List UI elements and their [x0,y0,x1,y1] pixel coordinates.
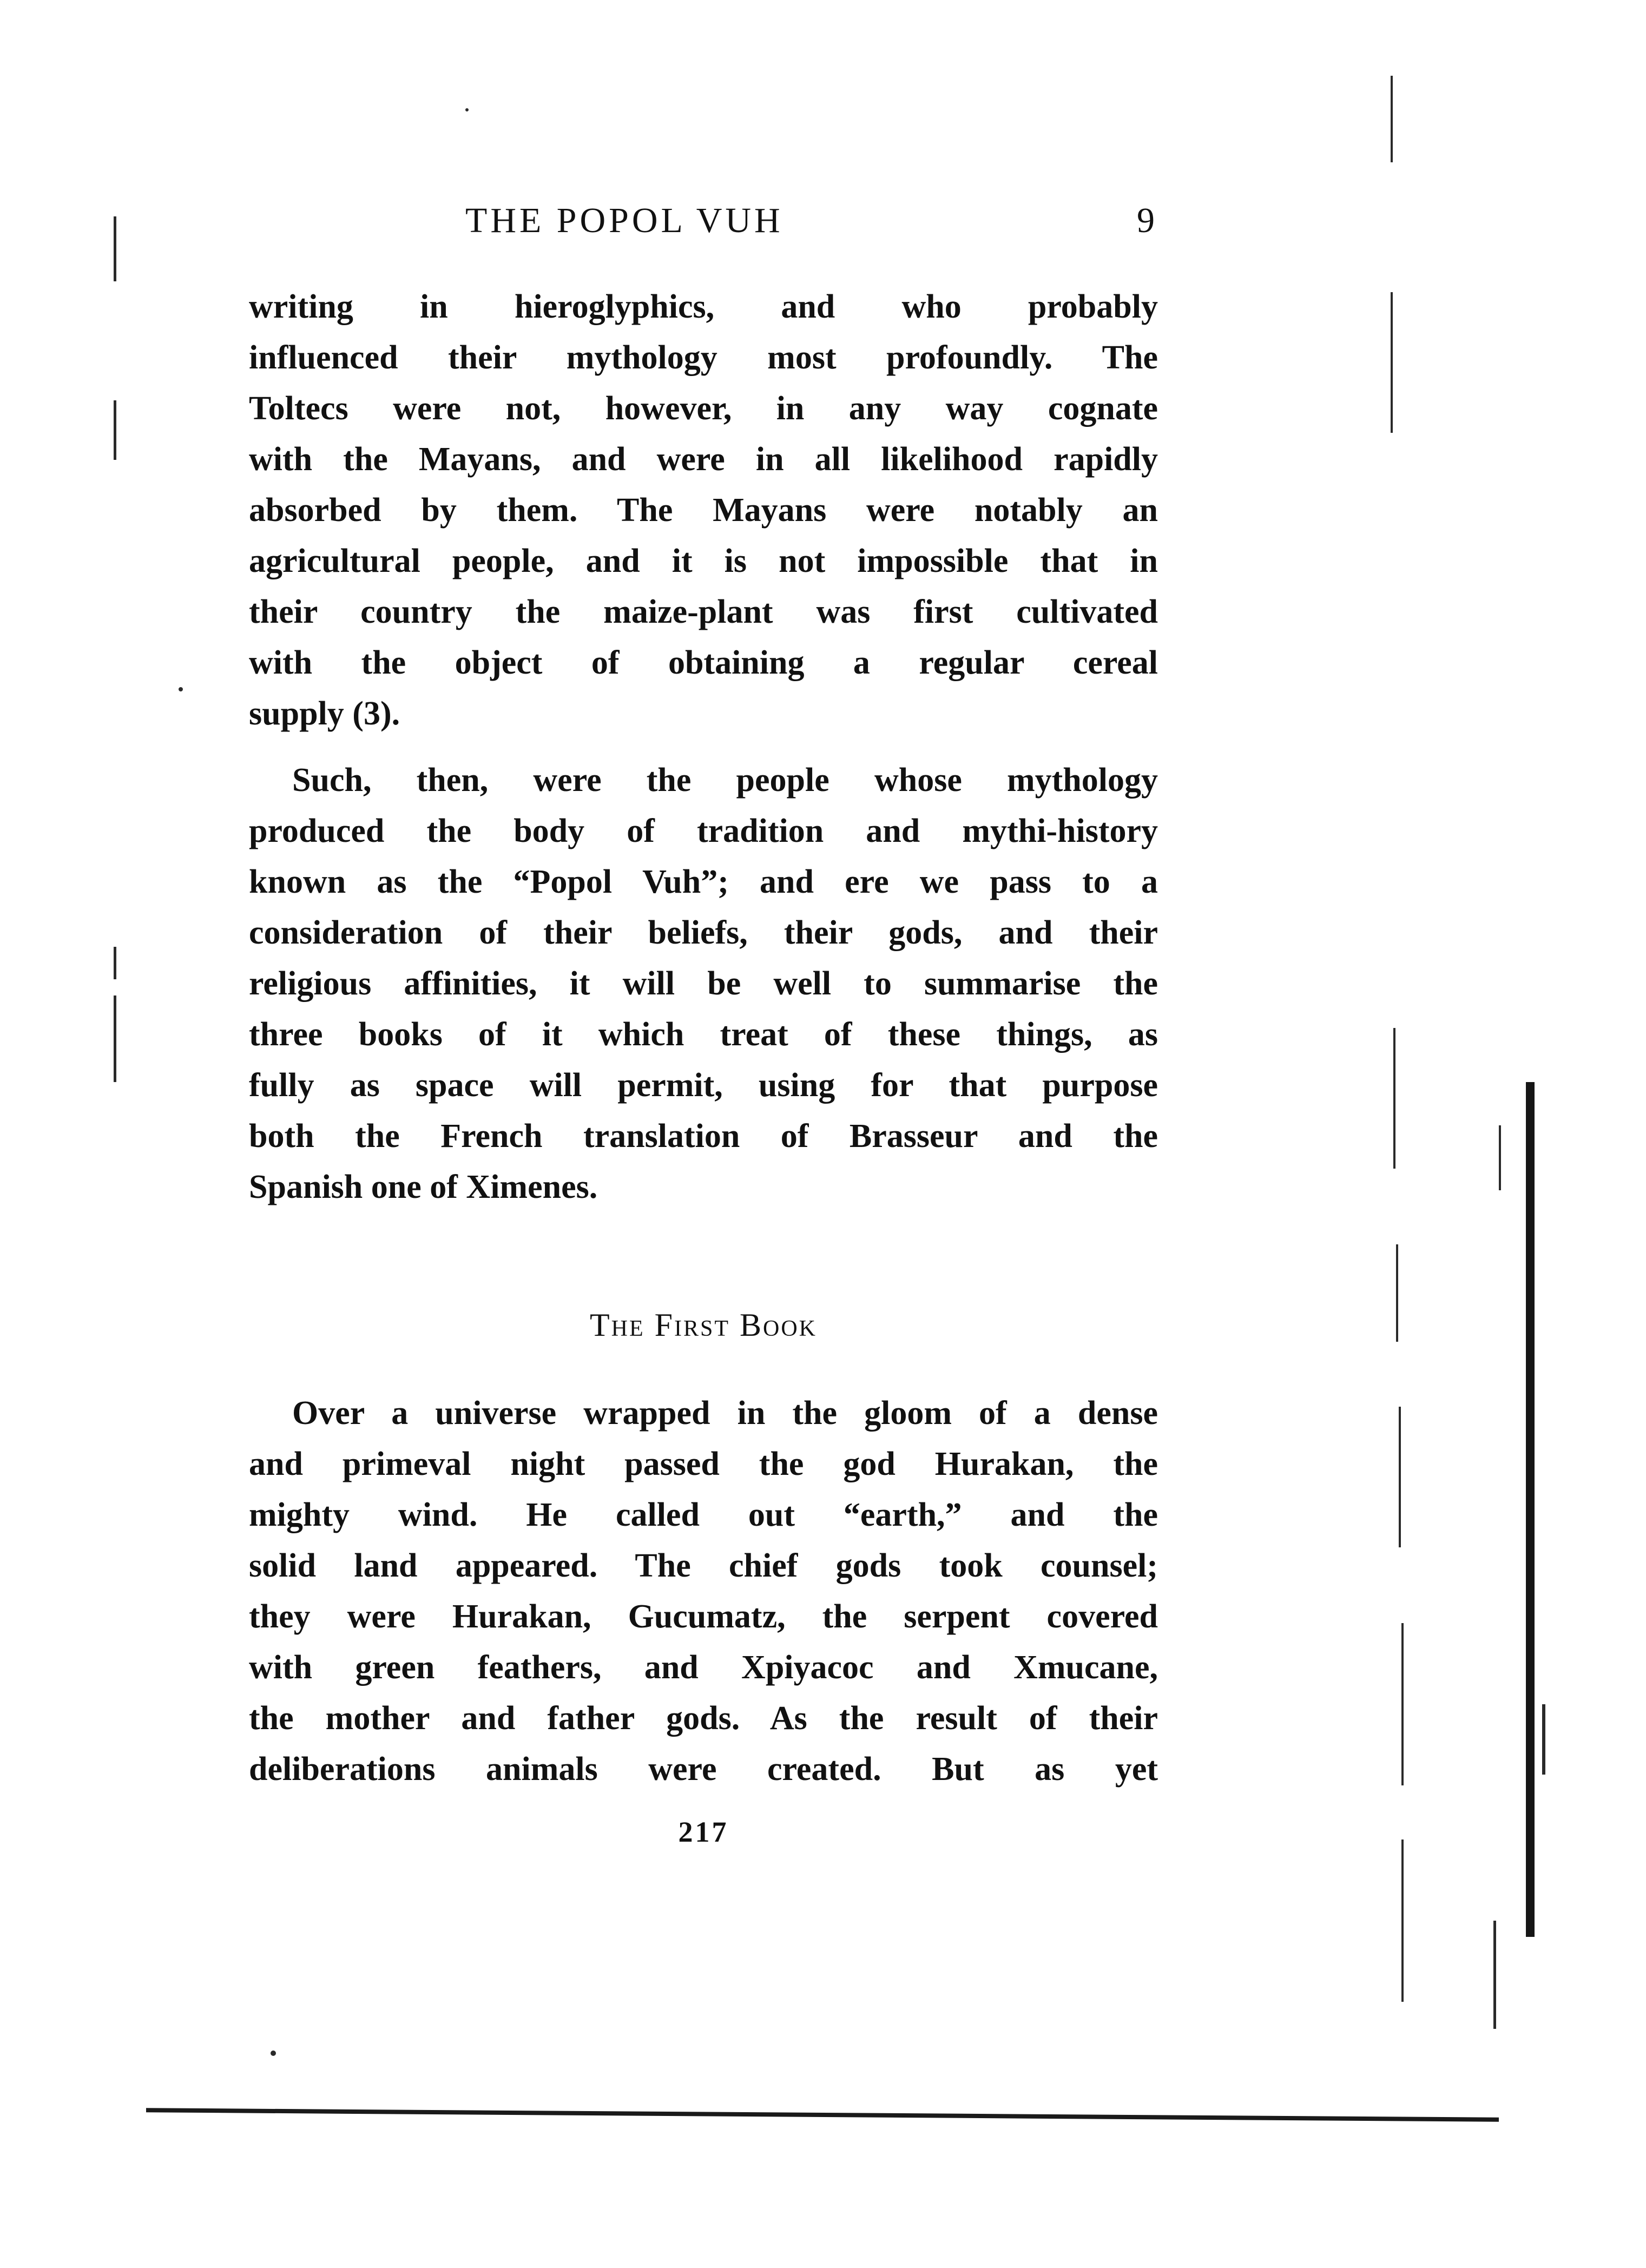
paragraph-line: Spanish one of Ximenes. [249,1169,598,1205]
running-head-title: THE POPOL VUH [465,201,784,240]
scan-mark [465,108,469,111]
scan-mark [1401,1840,1404,2002]
scan-mark [114,400,116,460]
paragraph-line: supply (3). [249,695,400,732]
paragraph-line: their country the maize-plant was first cultivated [249,594,1158,630]
paragraph-line: and primeval night passed the god Hurakan, the [249,1446,1158,1482]
scan-edge-right [1526,1082,1535,1937]
paragraph-1 [249,281,1158,739]
page-folio: 217 [678,1816,729,1848]
paragraph-line: absorbed by them. The Mayans were notably an [249,492,1158,529]
paragraph-line: Over a universe wrapped in the gloom of a dense [292,1395,1158,1432]
paragraph-line: both the French translation of Brasseur and the [249,1118,1158,1155]
paragraph-line: with the Mayans, and were in all likelihood rapidly [249,441,1158,478]
paragraph-line: they were Hurakan, Gucumatz, the serpent covered [249,1598,1158,1635]
paragraph-line: mighty wind. He called out “earth,” and the [249,1496,1158,1533]
paragraph-3 [249,1388,1158,1795]
running-head-page-number: 9 [1137,201,1158,240]
paragraph-line: agricultural people, and it is not impossible that in [249,543,1158,579]
section-heading: The First Book [589,1307,818,1343]
paragraph-line: fully as space will permit, using for that purpose [249,1067,1158,1104]
scan-mark [1399,1407,1401,1547]
scan-mark [114,216,116,281]
scan-mark [1401,1623,1404,1785]
paragraph-line: with green feathers, and Xpiyacoc and Xmucane, [249,1649,1158,1686]
paragraph-line: influenced their mythology most profoundly. The [249,339,1158,376]
scan-mark [1393,1028,1395,1169]
paragraph-line: with the object of obtaining a regular cereal [249,644,1158,681]
paragraph-line: three books of it which treat of these things, as [249,1016,1158,1053]
paragraph-line: writing in hieroglyphics, and who probably [249,288,1158,325]
scan-mark [1391,292,1393,433]
paragraph-line: the mother and father gods. As the result of their [249,1700,1158,1737]
scan-mark [1499,1125,1501,1190]
paragraph-line: Such, then, were the people whose mythology [292,762,1158,799]
scan-mark [179,687,183,691]
paragraph-line: solid land appeared. The chief gods took counsel; [249,1547,1158,1584]
paragraph-2 [249,755,1158,1212]
running-head [249,200,1169,249]
scan-mark [1391,76,1393,162]
scan-mark [1396,1244,1398,1342]
scan-mark [1493,1921,1496,2029]
scan-mark [1542,1704,1545,1775]
scan-mark [271,2051,276,2056]
paragraph-line: religious affinities, it will be well to summarise the [249,965,1158,1002]
scan-mark [114,995,116,1082]
paragraph-line: deliberations animals were created. But as yet [249,1751,1158,1788]
paragraph-line: known as the “Popol Vuh”; and ere we pass to a [249,863,1158,900]
paragraph-line: produced the body of tradition and mythi-history [249,813,1158,849]
paragraph-line: Toltecs were not, however, in any way cognate [249,390,1158,427]
scan-mark [114,947,116,979]
paragraph-line: consideration of their beliefs, their gods, and their [249,914,1158,951]
scan-edge-bottom [146,2108,1499,2121]
